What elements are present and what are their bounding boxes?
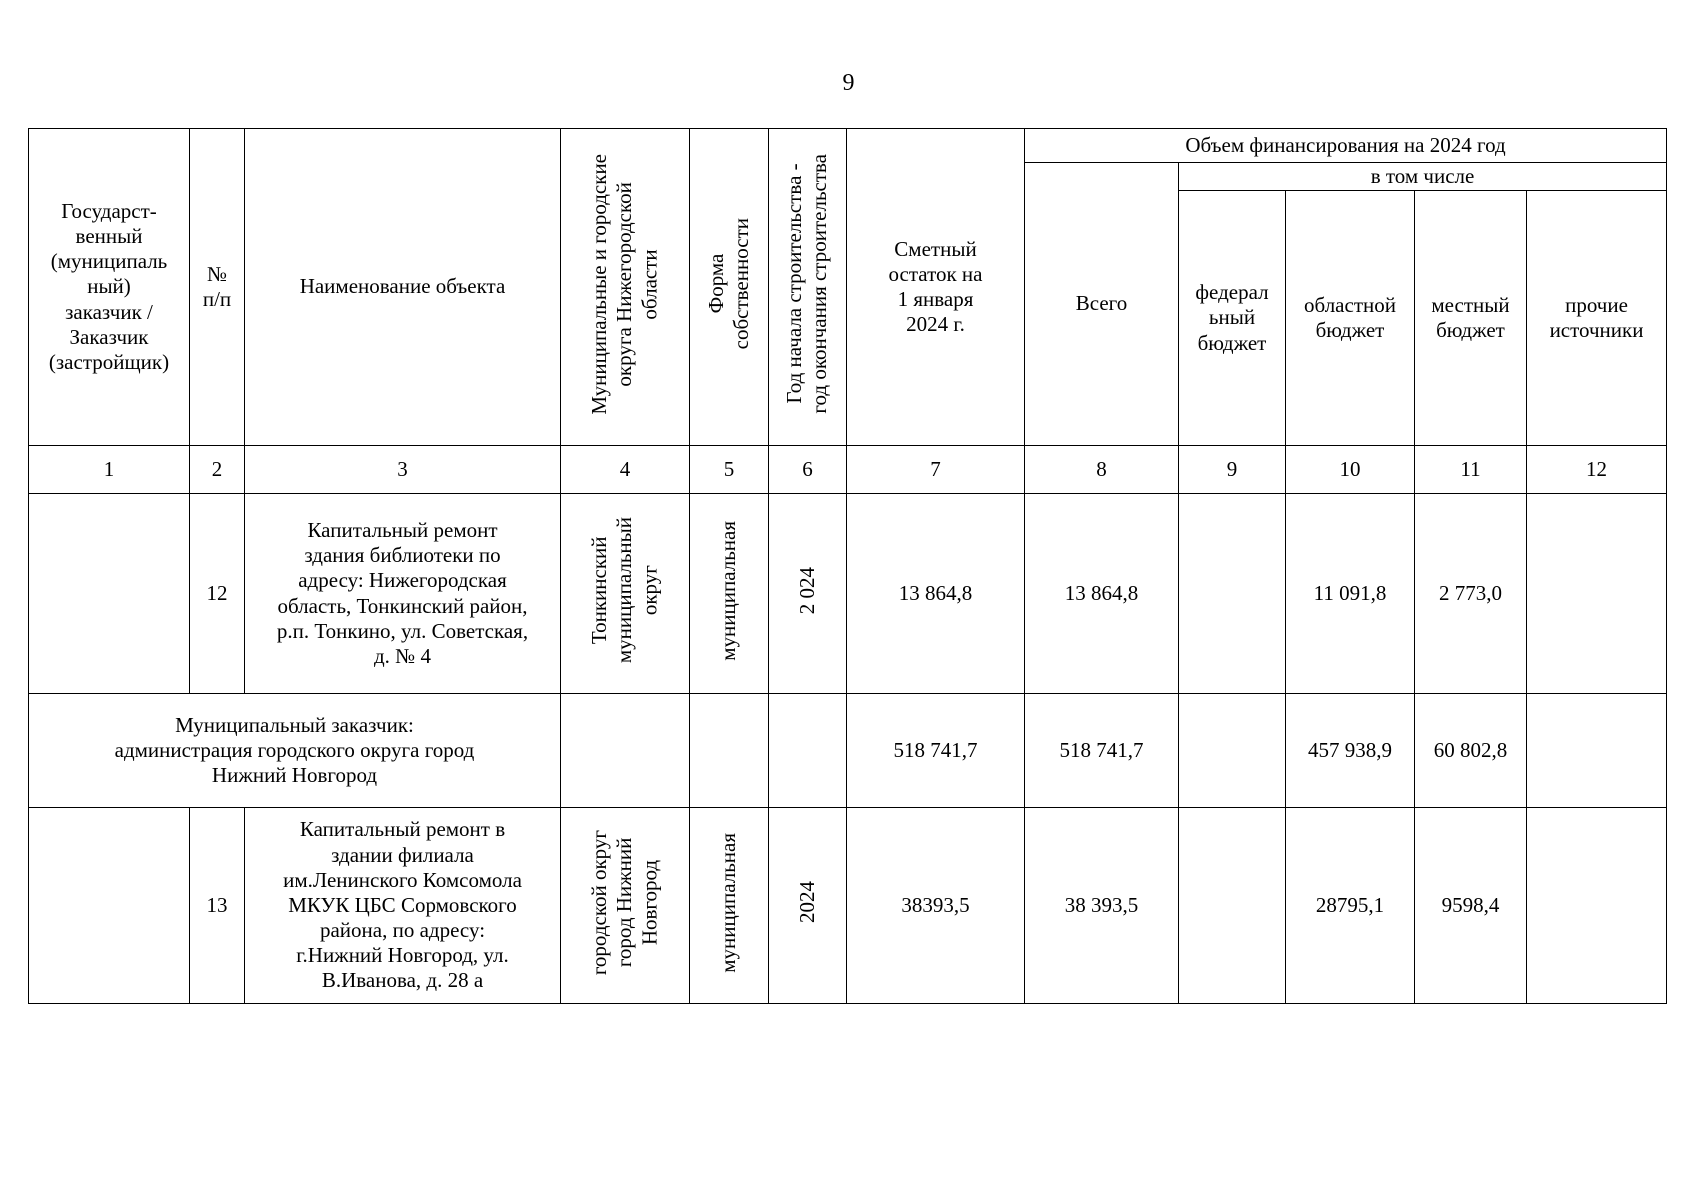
column-number: 4 <box>561 446 690 494</box>
page-number: 9 <box>842 70 855 96</box>
header-federal: федерал ьный бюджет <box>1179 191 1286 446</box>
row-years-text: 2024 <box>794 881 819 924</box>
header-ownership-text: Форма собственности <box>703 218 753 350</box>
row-ownership <box>690 808 769 1004</box>
row-balance: 13 864,8 <box>847 494 1025 694</box>
header-row-1 <box>29 129 1667 163</box>
row-total: 13 864,8 <box>1025 494 1179 694</box>
customer-summary-row <box>29 694 1667 808</box>
header-num: № п/п <box>190 129 245 446</box>
customer-other <box>1527 694 1667 808</box>
row-object-name: Капитальный ремонт здания библиотеки по адресу: Нижегородская область, Тонкинский район, р.п. Тонкино, ул. Советская, д. № 4 <box>245 494 561 694</box>
row-municipality-text: городской округ город Нижний Новгород <box>587 829 662 975</box>
row-local: 9598,4 <box>1415 808 1527 1004</box>
customer-municipality-cell <box>561 694 690 808</box>
column-number: 2 <box>190 446 245 494</box>
header-regional: областной бюджет <box>1286 191 1415 446</box>
header-ownership <box>690 129 769 446</box>
table-row <box>29 494 1667 694</box>
header-years <box>769 129 847 446</box>
customer-label: Муниципальный заказчик: администрация городского округа город Нижний Новгород <box>29 694 561 808</box>
header-total: Всего <box>1025 163 1179 446</box>
column-number-row <box>29 446 1667 494</box>
customer-years-cell <box>769 694 847 808</box>
customer-balance: 518 741,7 <box>847 694 1025 808</box>
financing-table <box>28 128 1667 1004</box>
row-ownership-text: муниципальная <box>716 832 741 973</box>
row-municipality-text: Тонкинский муниципальный округ <box>587 517 662 664</box>
row-local: 2 773,0 <box>1415 494 1527 694</box>
header-municipality <box>561 129 690 446</box>
header-including: в том числе <box>1179 163 1667 191</box>
row-customer-cell <box>29 808 190 1004</box>
header-other: прочие источники <box>1527 191 1667 446</box>
header-local: местный бюджет <box>1415 191 1527 446</box>
column-number: 8 <box>1025 446 1179 494</box>
row-balance: 38393,5 <box>847 808 1025 1004</box>
column-number: 10 <box>1286 446 1415 494</box>
row-regional: 28795,1 <box>1286 808 1415 1004</box>
header-financing-group: Объем финансирования на 2024 год <box>1025 129 1667 163</box>
row-years <box>769 808 847 1004</box>
header-years-text: Год начала строительства - год окончания строительства <box>782 154 832 414</box>
customer-total: 518 741,7 <box>1025 694 1179 808</box>
row-federal <box>1179 808 1286 1004</box>
row-customer-cell <box>29 494 190 694</box>
row-other <box>1527 808 1667 1004</box>
header-customer: Государст- венный (муниципаль ный) заказчик / Заказчик (застройщик) <box>29 129 190 446</box>
header-object-name: Наименование объекта <box>245 129 561 446</box>
column-number: 7 <box>847 446 1025 494</box>
customer-regional: 457 938,9 <box>1286 694 1415 808</box>
row-regional: 11 091,8 <box>1286 494 1415 694</box>
row-ownership <box>690 494 769 694</box>
customer-ownership-cell <box>690 694 769 808</box>
row-years-text: 2 024 <box>794 566 819 615</box>
row-total: 38 393,5 <box>1025 808 1179 1004</box>
row-municipality <box>561 494 690 694</box>
column-number: 3 <box>245 446 561 494</box>
header-balance: Сметный остаток на 1 января 2024 г. <box>847 129 1025 446</box>
column-number: 9 <box>1179 446 1286 494</box>
header-municipality-text: Муниципальные и городские округа Нижегородской области <box>587 153 662 415</box>
row-object-name: Капитальный ремонт в здании филиала им.Ленинского Комсомола МКУК ЦБС Сормовского района, по адресу: г.Нижний Новгород, ул. В.Иванова, д. 28 а <box>245 808 561 1004</box>
column-number: 12 <box>1527 446 1667 494</box>
column-number: 11 <box>1415 446 1527 494</box>
row-municipality <box>561 808 690 1004</box>
row-federal <box>1179 494 1286 694</box>
row-other <box>1527 494 1667 694</box>
column-number: 6 <box>769 446 847 494</box>
customer-federal <box>1179 694 1286 808</box>
column-number: 5 <box>690 446 769 494</box>
row-num: 13 <box>190 808 245 1004</box>
customer-local: 60 802,8 <box>1415 694 1527 808</box>
row-ownership-text: муниципальная <box>716 520 741 661</box>
column-number: 1 <box>29 446 190 494</box>
table-row <box>29 808 1667 1004</box>
row-num: 12 <box>190 494 245 694</box>
row-years <box>769 494 847 694</box>
